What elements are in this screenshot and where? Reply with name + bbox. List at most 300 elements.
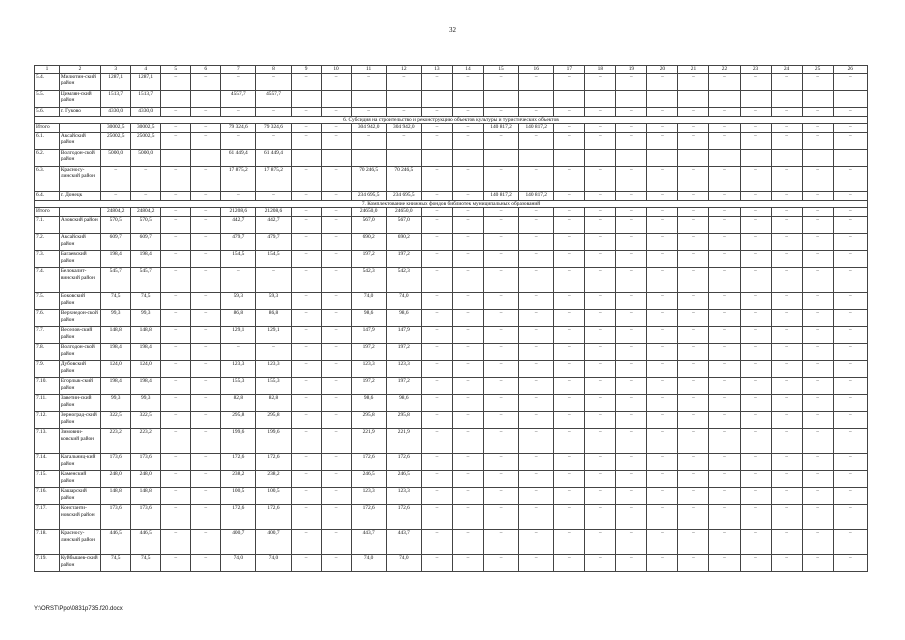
amount-cell: –: [678, 268, 709, 293]
amount-cell: –: [452, 378, 483, 395]
amount-cell: –: [421, 108, 452, 117]
amount-cell: 74,0: [256, 555, 291, 572]
table-row: [35, 293, 868, 310]
amount-cell: –: [256, 74, 291, 91]
amount-cell: 100,5: [221, 488, 256, 505]
amount-cell: –: [191, 192, 221, 201]
amount-cell: –: [740, 412, 771, 429]
amount-cell: 322,5: [101, 412, 131, 429]
amount-cell: –: [291, 217, 321, 234]
amount-cell: 124,0: [101, 361, 131, 378]
amount-cell: –: [585, 74, 616, 91]
amount-cell: 172,6: [386, 454, 421, 471]
amount-cell: [161, 150, 191, 167]
amount-cell: –: [519, 268, 554, 293]
amount-cell: –: [291, 395, 321, 412]
amount-cell: –: [616, 530, 647, 555]
amount-cell: –: [678, 217, 709, 234]
row-number: 7.3.: [35, 251, 60, 268]
amount-cell: –: [291, 555, 321, 572]
amount-cell: –: [802, 217, 833, 234]
amount-cell: 199,6: [221, 429, 256, 454]
amount-cell: –: [452, 344, 483, 361]
amount-cell: [386, 150, 421, 167]
amount-cell: –: [161, 208, 191, 217]
amount-cell: –: [833, 471, 867, 488]
amount-cell: [351, 91, 386, 108]
municipality-name: Кагальниц-кий район: [59, 454, 100, 471]
amount-cell: –: [771, 378, 802, 395]
amount-cell: –: [585, 310, 616, 327]
amount-cell: –: [291, 74, 321, 91]
amount-cell: –: [616, 167, 647, 192]
amount-cell: –: [709, 293, 740, 310]
section-heading: 7. Комплектование книжных фондов библиотек муниципальных образований: [35, 201, 868, 208]
amount-cell: [802, 150, 833, 167]
amount-cell: 221,9: [351, 429, 386, 454]
amount-cell: –: [678, 108, 709, 117]
amount-cell: –: [554, 361, 585, 378]
amount-cell: –: [554, 192, 585, 201]
municipality-name: Волгодон-ской район: [59, 344, 100, 361]
amount-cell: –: [554, 505, 585, 530]
amount-cell: –: [616, 192, 647, 201]
amount-cell: –: [291, 327, 321, 344]
amount-cell: –: [616, 378, 647, 395]
amount-cell: –: [833, 395, 867, 412]
amount-cell: 221,9: [386, 429, 421, 454]
file-path-footer: Y:\ORST\Ppo\0831p735.f20.docx: [34, 606, 123, 612]
amount-cell: –: [709, 429, 740, 454]
amount-cell: –: [519, 395, 554, 412]
amount-cell: 129,1: [221, 327, 256, 344]
amount-cell: –: [833, 488, 867, 505]
amount-cell: [554, 91, 585, 108]
amount-cell: 197,2: [386, 344, 421, 361]
amount-cell: –: [291, 108, 321, 117]
amount-cell: –: [191, 429, 221, 454]
row-number: 7.12.: [35, 412, 60, 429]
amount-cell: –: [191, 344, 221, 361]
amount-cell: –: [771, 344, 802, 361]
amount-cell: –: [291, 133, 321, 150]
amount-cell: [291, 150, 321, 167]
amount-cell: –: [256, 268, 291, 293]
amount-cell: –: [483, 251, 518, 268]
amount-cell: –: [616, 344, 647, 361]
amount-cell: –: [421, 412, 452, 429]
amount-cell: –: [802, 555, 833, 572]
amount-cell: 17 875,2: [221, 167, 256, 192]
amount-cell: –: [771, 133, 802, 150]
amount-cell: –: [421, 310, 452, 327]
table-row: [35, 208, 868, 217]
amount-cell: –: [771, 310, 802, 327]
amount-cell: –: [421, 454, 452, 471]
amount-cell: 123,3: [351, 361, 386, 378]
amount-cell: –: [585, 505, 616, 530]
amount-cell: –: [709, 217, 740, 234]
table-row: [35, 361, 868, 378]
amount-cell: 1513,7: [131, 91, 161, 108]
amount-cell: –: [678, 361, 709, 378]
amount-cell: [678, 91, 709, 108]
amount-cell: 246,5: [386, 471, 421, 488]
amount-cell: –: [161, 192, 191, 201]
amount-cell: –: [554, 251, 585, 268]
row-number: 6.2.: [35, 150, 60, 167]
amount-cell: 197,2: [351, 344, 386, 361]
amount-cell: –: [452, 268, 483, 293]
municipality-name: Аксайский район: [59, 234, 100, 251]
amount-cell: –: [191, 412, 221, 429]
amount-cell: –: [519, 234, 554, 251]
section-heading: 6. Субсидия на строительство и реконструкцию объектов культуры и туристических объектов: [35, 117, 868, 124]
amount-cell: –: [833, 108, 867, 117]
amount-cell: [483, 91, 518, 108]
amount-cell: –: [161, 293, 191, 310]
amount-cell: –: [291, 208, 321, 217]
amount-cell: –: [771, 530, 802, 555]
amount-cell: –: [161, 74, 191, 91]
amount-cell: –: [452, 361, 483, 378]
amount-cell: –: [191, 234, 221, 251]
amount-cell: 234 695,5: [351, 192, 386, 201]
amount-cell: –: [452, 167, 483, 192]
amount-cell: –: [291, 293, 321, 310]
amount-cell: –: [483, 310, 518, 327]
amount-cell: –: [554, 133, 585, 150]
row-number: 7.10.: [35, 378, 60, 395]
municipality-name: Верхнедон-ской район: [59, 310, 100, 327]
amount-cell: –: [161, 488, 191, 505]
column-number: 4: [131, 66, 161, 74]
amount-cell: –: [483, 293, 518, 310]
amount-cell: –: [519, 327, 554, 344]
amount-cell: –: [771, 555, 802, 572]
amount-cell: –: [291, 361, 321, 378]
amount-cell: –: [554, 412, 585, 429]
amount-cell: –: [321, 268, 351, 293]
amount-cell: [678, 150, 709, 167]
amount-cell: –: [585, 327, 616, 344]
amount-cell: –: [709, 555, 740, 572]
amount-cell: –: [616, 555, 647, 572]
amount-cell: –: [740, 124, 771, 133]
amount-cell: –: [421, 555, 452, 572]
amount-cell: –: [771, 234, 802, 251]
amount-cell: 74,0: [351, 293, 386, 310]
amount-cell: –: [321, 108, 351, 117]
amount-cell: –: [161, 395, 191, 412]
amount-cell: –: [585, 167, 616, 192]
amount-cell: –: [519, 74, 554, 91]
municipality-name: Багаевский район: [59, 251, 100, 268]
amount-cell: –: [452, 555, 483, 572]
amount-cell: 690,2: [351, 234, 386, 251]
municipality-name: Куйбышев-ский район: [59, 555, 100, 572]
amount-cell: –: [616, 488, 647, 505]
amount-cell: 545,7: [101, 268, 131, 293]
amount-cell: –: [291, 234, 321, 251]
municipality-name: Зимовни-ковский район: [59, 429, 100, 454]
column-number: 25: [802, 66, 833, 74]
amount-cell: 173,6: [131, 505, 161, 530]
table-row: [35, 310, 868, 327]
amount-cell: –: [483, 395, 518, 412]
row-number: Итого: [35, 208, 60, 217]
amount-cell: [519, 91, 554, 108]
amount-cell: 123,3: [256, 361, 291, 378]
amount-cell: –: [554, 327, 585, 344]
amount-cell: –: [191, 268, 221, 293]
row-number: Итого: [35, 124, 60, 133]
amount-cell: –: [802, 208, 833, 217]
amount-cell: 148,8: [131, 327, 161, 344]
amount-cell: 155,3: [256, 378, 291, 395]
amount-cell: –: [709, 208, 740, 217]
table-row: [35, 133, 868, 150]
amount-cell: [585, 91, 616, 108]
amount-cell: –: [421, 395, 452, 412]
amount-cell: –: [321, 395, 351, 412]
amount-cell: 79 324,6: [221, 124, 256, 133]
amount-cell: –: [191, 378, 221, 395]
table-row: [35, 530, 868, 555]
amount-cell: 198,4: [131, 378, 161, 395]
amount-cell: –: [647, 293, 678, 310]
amount-cell: 567,0: [386, 217, 421, 234]
amount-cell: –: [833, 268, 867, 293]
amount-cell: –: [191, 167, 221, 192]
amount-cell: 172,6: [256, 454, 291, 471]
amount-cell: –: [833, 310, 867, 327]
municipality-name: Белокалит-винский район: [59, 268, 100, 293]
amount-cell: –: [740, 471, 771, 488]
amount-cell: –: [256, 108, 291, 117]
amount-cell: –: [709, 234, 740, 251]
amount-cell: –: [678, 293, 709, 310]
amount-cell: –: [421, 251, 452, 268]
amount-cell: –: [321, 505, 351, 530]
amount-cell: –: [321, 74, 351, 91]
amount-cell: –: [585, 361, 616, 378]
amount-cell: [771, 150, 802, 167]
amount-cell: –: [386, 74, 421, 91]
amount-cell: –: [519, 505, 554, 530]
amount-cell: 24650,0: [386, 208, 421, 217]
amount-cell: –: [161, 234, 191, 251]
municipality-name: г. Гуково: [59, 108, 100, 117]
amount-cell: [421, 150, 452, 167]
amount-cell: 545,7: [131, 268, 161, 293]
amount-cell: –: [802, 344, 833, 361]
amount-cell: –: [191, 555, 221, 572]
amount-cell: –: [351, 108, 386, 117]
municipality-name: Цимлян-ский район: [59, 91, 100, 108]
amount-cell: [740, 150, 771, 167]
amount-cell: –: [452, 192, 483, 201]
amount-cell: –: [483, 454, 518, 471]
amount-cell: –: [519, 378, 554, 395]
amount-cell: –: [616, 471, 647, 488]
amount-cell: –: [585, 488, 616, 505]
column-number: 11: [351, 66, 386, 74]
amount-cell: 295,8: [351, 412, 386, 429]
amount-cell: –: [709, 251, 740, 268]
row-number: 6.1.: [35, 133, 60, 150]
amount-cell: [161, 91, 191, 108]
amount-cell: –: [386, 133, 421, 150]
amount-cell: –: [647, 530, 678, 555]
amount-cell: –: [647, 471, 678, 488]
table-row: [35, 429, 868, 454]
amount-cell: –: [802, 395, 833, 412]
amount-cell: –: [771, 454, 802, 471]
section-heading-row: [35, 117, 868, 124]
amount-cell: –: [709, 530, 740, 555]
amount-cell: 446,5: [131, 530, 161, 555]
row-number: 5.6.: [35, 108, 60, 117]
amount-cell: –: [647, 454, 678, 471]
amount-cell: –: [740, 429, 771, 454]
amount-cell: –: [771, 167, 802, 192]
amount-cell: –: [554, 429, 585, 454]
amount-cell: –: [191, 251, 221, 268]
amount-cell: –: [483, 268, 518, 293]
amount-cell: 173,6: [101, 454, 131, 471]
amount-cell: –: [519, 488, 554, 505]
amount-cell: –: [161, 454, 191, 471]
amount-cell: 74,5: [101, 555, 131, 572]
amount-cell: –: [161, 251, 191, 268]
amount-cell: 21208,6: [256, 208, 291, 217]
amount-cell: –: [321, 530, 351, 555]
column-number: 24: [771, 66, 802, 74]
amount-cell: 567,0: [351, 217, 386, 234]
amount-cell: –: [161, 429, 191, 454]
amount-cell: –: [351, 74, 386, 91]
amount-cell: –: [321, 378, 351, 395]
amount-cell: –: [519, 293, 554, 310]
amount-cell: 4330,0: [131, 108, 161, 117]
amount-cell: [421, 91, 452, 108]
amount-cell: 223,2: [101, 429, 131, 454]
amount-cell: [291, 91, 321, 108]
amount-cell: 172,6: [221, 505, 256, 530]
amount-cell: –: [740, 293, 771, 310]
amount-cell: –: [802, 412, 833, 429]
amount-cell: –: [191, 327, 221, 344]
amount-cell: –: [554, 471, 585, 488]
amount-cell: 304 942,0: [351, 124, 386, 133]
amount-cell: –: [833, 133, 867, 150]
amount-cell: 140 817,2: [519, 192, 554, 201]
amount-cell: –: [191, 208, 221, 217]
amount-cell: [709, 150, 740, 167]
amount-cell: –: [709, 310, 740, 327]
amount-cell: –: [802, 293, 833, 310]
amount-cell: –: [709, 378, 740, 395]
amount-cell: 609,7: [131, 234, 161, 251]
amount-cell: –: [554, 124, 585, 133]
amount-cell: –: [771, 268, 802, 293]
municipality-name: Азовский район: [59, 217, 100, 234]
amount-cell: 542,3: [351, 268, 386, 293]
amount-cell: –: [321, 310, 351, 327]
amount-cell: 74,0: [221, 555, 256, 572]
amount-cell: [616, 150, 647, 167]
amount-cell: 24650,0: [351, 208, 386, 217]
amount-cell: –: [616, 74, 647, 91]
amount-cell: –: [740, 454, 771, 471]
amount-cell: –: [678, 133, 709, 150]
municipality-name: Волгодон-ской район: [59, 150, 100, 167]
amount-cell: –: [421, 471, 452, 488]
amount-cell: –: [616, 395, 647, 412]
amount-cell: –: [771, 361, 802, 378]
column-number: 3: [101, 66, 131, 74]
amount-cell: [740, 91, 771, 108]
amount-cell: –: [421, 361, 452, 378]
amount-cell: 1513,7: [101, 91, 131, 108]
amount-cell: 24804,2: [101, 208, 131, 217]
amount-cell: –: [519, 251, 554, 268]
amount-cell: –: [833, 505, 867, 530]
row-number: 5.5.: [35, 91, 60, 108]
amount-cell: –: [421, 378, 452, 395]
amount-cell: –: [161, 471, 191, 488]
amount-cell: –: [647, 217, 678, 234]
amount-cell: –: [386, 108, 421, 117]
amount-cell: 99,3: [131, 395, 161, 412]
amount-cell: –: [519, 454, 554, 471]
amount-cell: –: [483, 530, 518, 555]
amount-cell: –: [678, 124, 709, 133]
amount-cell: –: [191, 74, 221, 91]
amount-cell: –: [483, 361, 518, 378]
amount-cell: –: [452, 454, 483, 471]
amount-cell: –: [321, 124, 351, 133]
amount-cell: 30002,5: [131, 124, 161, 133]
amount-cell: –: [191, 454, 221, 471]
amount-cell: –: [483, 471, 518, 488]
amount-cell: 609,7: [101, 234, 131, 251]
amount-cell: –: [802, 268, 833, 293]
amount-cell: –: [771, 293, 802, 310]
amount-cell: 198,4: [101, 251, 131, 268]
amount-cell: –: [833, 251, 867, 268]
amount-cell: –: [585, 234, 616, 251]
amount-cell: –: [802, 251, 833, 268]
amount-cell: –: [291, 505, 321, 530]
amount-cell: –: [483, 327, 518, 344]
amount-cell: –: [585, 217, 616, 234]
column-number: 18: [585, 66, 616, 74]
amount-cell: –: [452, 208, 483, 217]
amount-cell: 86,8: [256, 310, 291, 327]
row-number: 7.14.: [35, 454, 60, 471]
amount-cell: –: [131, 192, 161, 201]
amount-cell: –: [554, 310, 585, 327]
amount-cell: –: [678, 344, 709, 361]
amount-cell: –: [585, 412, 616, 429]
amount-cell: –: [452, 74, 483, 91]
amount-cell: –: [709, 471, 740, 488]
amount-cell: [191, 91, 221, 108]
amount-cell: –: [519, 310, 554, 327]
amount-cell: –: [483, 555, 518, 572]
